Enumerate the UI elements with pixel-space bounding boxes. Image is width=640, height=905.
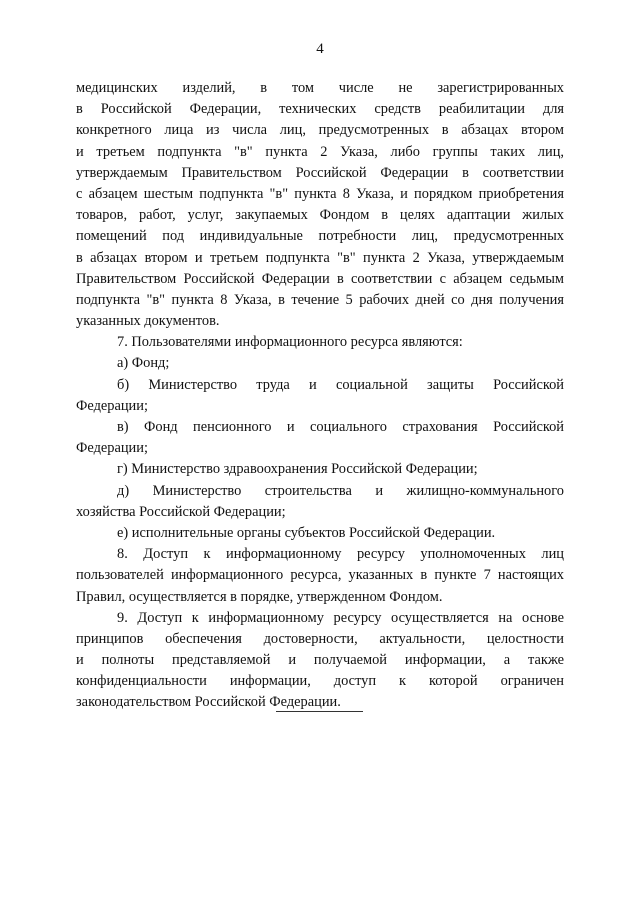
text-line: б) Министерство труда и социальной защиты Российской bbox=[117, 376, 564, 393]
text-line: указанных документов. bbox=[76, 313, 220, 330]
text-line: Федерации; bbox=[76, 440, 148, 457]
text-line: хозяйства Российской Федерации; bbox=[76, 503, 286, 520]
text-line: конкретного лица из числа лиц, предусмотренных в абзацах втором bbox=[76, 122, 564, 139]
text-line: Федерации; bbox=[76, 397, 148, 414]
body-text bbox=[76, 78, 564, 714]
text-line: и третьем подпункта "в" пункта 2 Указа, либо группы таких лиц, bbox=[76, 143, 564, 160]
text-line: е) исполнительные органы субъектов Российской Федерации. bbox=[117, 524, 496, 541]
text-line: Правительством Российской Федерации в соответствии с абзацем седьмым bbox=[76, 270, 564, 287]
text-line: г) Министерство здравоохранения Российской Федерации; bbox=[117, 461, 478, 478]
text-line: утверждаемым Правительством Российской Федерации в соответствии bbox=[76, 164, 564, 181]
text-line: подпункта "в" пункта 8 Указа, в течение 5 рабочих дней со дня получения bbox=[76, 291, 564, 308]
text-line: 9. Доступ к информационному ресурсу осуществляется на основе bbox=[117, 609, 564, 626]
text-line: 7. Пользователями информационного ресурса являются: bbox=[117, 334, 463, 351]
text-line: в абзацах втором и третьем подпункта "в" пункта 2 Указа, утверждаемым bbox=[76, 249, 564, 266]
text-line: а) Фонд; bbox=[117, 355, 170, 372]
text-line: помещений под индивидуальные потребности лиц, предусмотренных bbox=[76, 228, 564, 245]
text-line: Правил, осуществляется в порядке, утвержденном Фондом. bbox=[76, 588, 443, 605]
text-line: пользователей информационного ресурса, указанных в пункте 7 настоящих bbox=[76, 567, 564, 584]
text-line: принципов обеспечения достоверности, актуальности, целостности bbox=[76, 630, 564, 647]
text-line: в) Фонд пенсионного и социального страхования Российской bbox=[117, 419, 564, 435]
text-line: товаров, работ, услуг, закупаемых Фондом в целях адаптации жилых bbox=[76, 207, 564, 224]
text-line: д) Министерство строительства и жилищно-коммунального bbox=[117, 482, 564, 499]
text-line: конфиденциальности информации, доступ к которой ограничен bbox=[76, 673, 564, 690]
text-line: в Российской Федерации, технических средств реабилитации для bbox=[76, 101, 564, 118]
page-number: 4 bbox=[316, 41, 324, 57]
text-line: медицинских изделий, в том числе не зарегистрированных bbox=[76, 80, 564, 96]
text-line: законодательством Российской Федерации. bbox=[76, 694, 341, 711]
text-line: и полноты представляемой и получаемой информации, а также bbox=[76, 652, 564, 669]
end-rule bbox=[276, 711, 363, 712]
text-line: 8. Доступ к информационному ресурсу уполномоченных лиц bbox=[117, 546, 564, 563]
text-line: с абзацем шестым подпункта "в" пункта 8 Указа, и порядком приобретения bbox=[76, 185, 564, 202]
